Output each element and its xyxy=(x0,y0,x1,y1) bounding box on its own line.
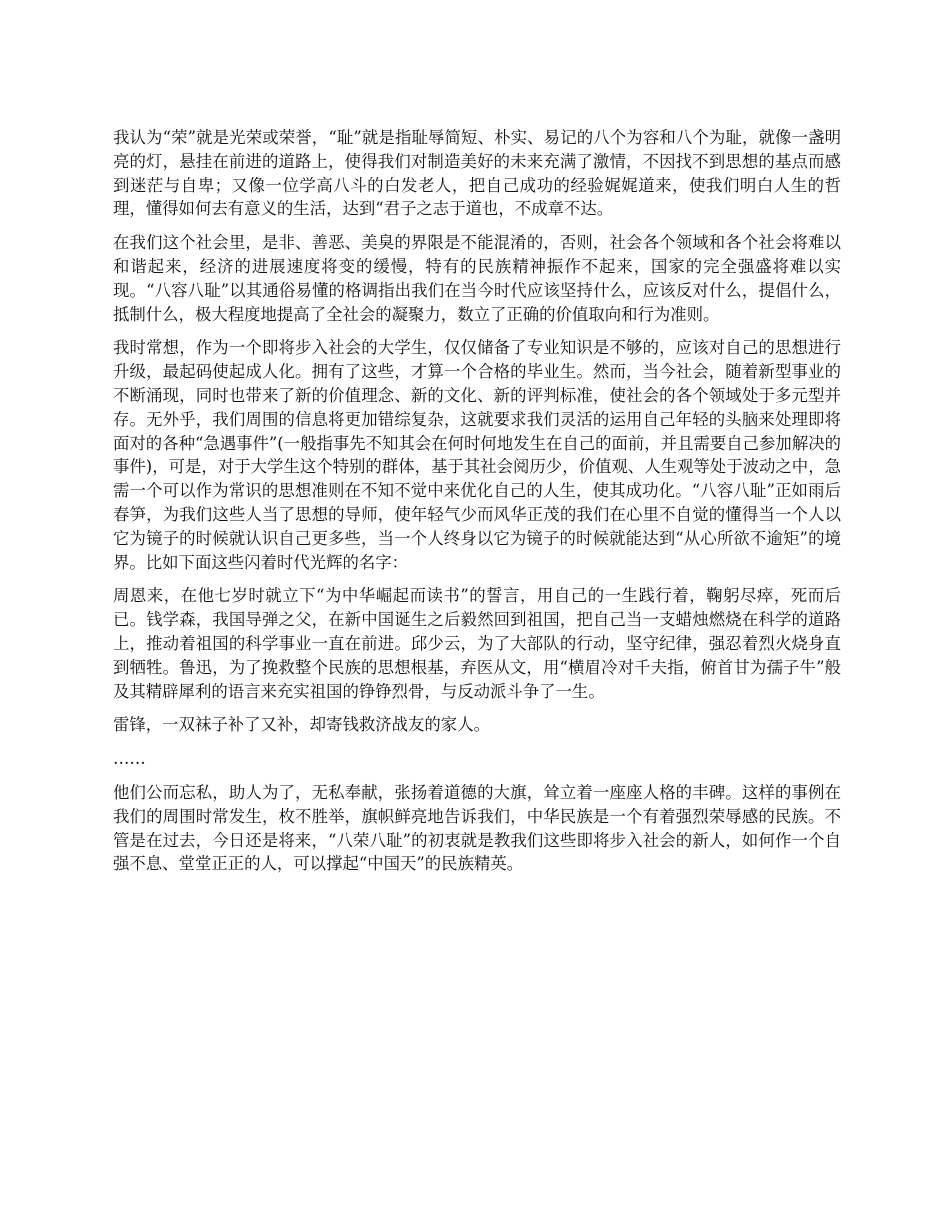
paragraph-4: 周恩来，在他七岁时就立下“为中华崛起而读书”的誓言，用自己的一生践行着，鞠躬尽瘁，死而后已。钱学森，我国导弹之父，在新中国诞生之后毅然回到祖国，把自己当一支蜡烛燃烧在科学的道路上，推动着祖国的科学事业一直在前进。邱少云，为了大部队的行动，坚守纪律，强忍着烈火烧身直到牺牲。鲁迅，为了挽救整个民族的思想根基，弃医从文，用“横眉冷对千夫指，俯首甘为孺子牛”般及其精辟犀利的语言来充实祖国的铮铮烈骨，与反动派斗争了一生。 xyxy=(113,586,841,701)
document-body xyxy=(113,126,841,876)
paragraph-6-ellipsis: …… xyxy=(113,749,146,769)
paragraph-5: 雷锋，一双袜子补了又补，却寄钱救济战友的家人。 xyxy=(113,715,490,735)
paragraph-1: 我认为“荣”就是光荣或荣誉，“耻”就是指耻辱简短、朴实、易记的八个为容和八个为耻，就像一盏明亮的灯，悬挂在前进的道路上，使得我们对制造美好的未来充满了激情，不因找不到思想的基点而感到迷茫与自卑；又像一位学高八斗的白发老人，把自己成功的经验娓娓道来，使我们明白人生的哲理，懂得如何去有意义的生活，达到“君子之志于道也，不成章不达。 xyxy=(113,128,841,219)
paragraph-2: 在我们这个社会里，是非、善恶、美臭的界限是不能混淆的，否则，社会各个领域和各个社会将难以和谐起来，经济的进展速度将变的缓慢，特有的民族精神振作不起来，国家的完全强盛将难以实现。“八容八耻”以其通俗易懂的格调指出我们在当今时代应该坚持什么，应该反对什么，提倡什么，抵制什么，极大程度地提高了全社会的凝聚力，数立了正确的价值取向和行为准则。 xyxy=(113,233,841,324)
paragraph-7: 他们公而忘私，助人为了，无私奉献，张扬着道德的大旗，耸立着一座座人格的丰碑。这样的事例在我们的周围时常发生，枚不胜举，旗帜鲜亮地告诉我们，中华民族是一个有着强烈荣辱感的民族。不管是在过去，今日还是将来，“八荣八耻”的初衷就是教我们这些即将步入社会的新人，如何作一个自强不息、堂堂正正的人，可以撑起“中国天”的民族精英。 xyxy=(113,782,841,874)
paragraph-3: 我时常想，作为一个即将步入社会的大学生，仅仅储备了专业知识是不够的，应该对自己的思想进行升级，最起码使起成人化。拥有了这些，才算一个合格的毕业生。然而，当今社会，随着新型事业的不断涌现，同时也带来了新的价值理念、新的文化、新的评判标准，使社会的各个领域处于多元型并存。无外乎，我们周围的信息将更加错综复杂，这就要求我们灵活的运用自己年轻的头脑来处理即将面对的各种“急遇事件”(一般指事先不知其会在何时何地发生在自己的面前，并且需要自己参加解决的事件)，可是，对于大学生这个特别的群体，基于其社会阅历少，价值观、人生观等处于波动之中，急需一个可以作为常识的思想准则在不知不觉中来优化自己的人生，使其成功化。“八容八耻”正如雨后春笋，为我们这些人当了思想的导师，使年轻气少而风华正茂的我们在心里不自觉的懂得当一个人以它为镜子的时候就认识自己更多些，当一个人终身以它为镜子的时候就能达到“从心所欲不逾矩”的境界。比如下面这些闪着时代光辉的名字： xyxy=(113,338,841,572)
